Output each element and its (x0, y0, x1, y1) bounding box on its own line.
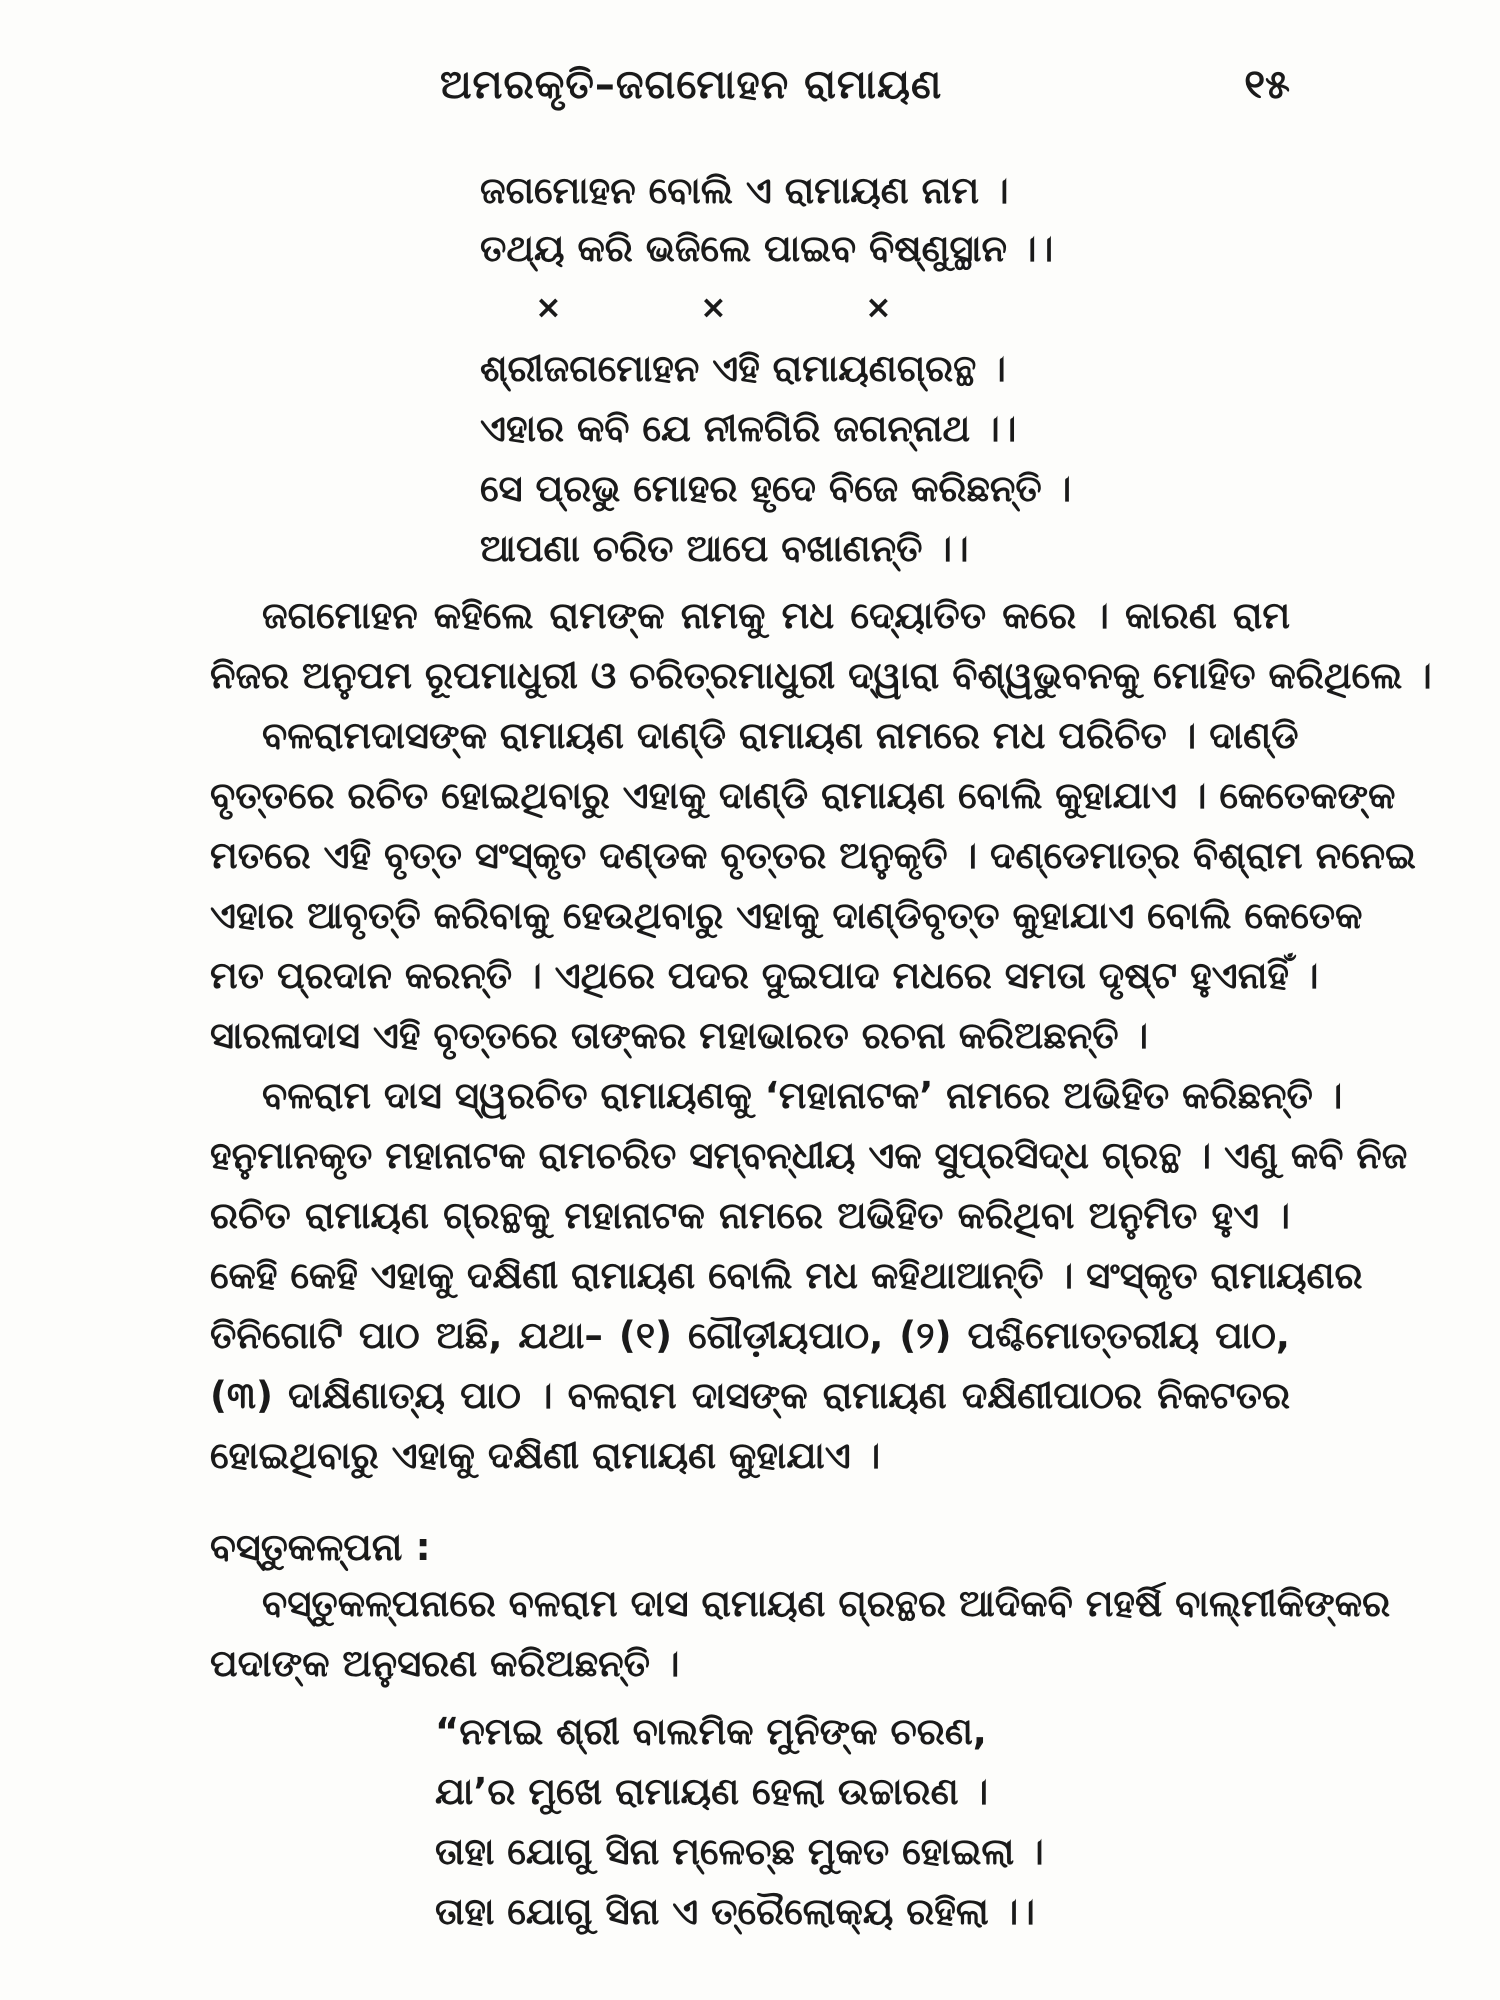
separator-mark: × (535, 288, 562, 326)
page-header (210, 62, 1290, 122)
paragraph-line: ବସ୍ତୁକଳ୍ପନାରେ ବଳରାମ ଦାସ ରାମାୟଣ ଗ୍ରନ୍ଥର ଆଦିକବି ମହର୍ଷି ବାଲ୍ମୀକିଙ୍କର (262, 1582, 1391, 1625)
paragraph-line: ବଳରାମ ଦାସ ସ୍ୱରଚିତ ରାମାୟଣକୁ ‘ମହାନାଟକ’ ନାମରେ ଅଭିହିତ କରିଛନ୍ତି । (262, 1074, 1343, 1117)
paragraph-line: ପଦାଙ୍କ ଅନୁସରଣ କରିଅଛନ୍ତି । (210, 1642, 680, 1685)
paragraph-line: (୩) ଦାକ୍ଷିଣାତ୍ୟ ପାଠ । ବଳରାମ ଦାସଙ୍କ ରାମାୟଣ ଦକ୍ଷିଣୀପାଠର ନିକଟତର (210, 1374, 1290, 1417)
verse-line: ଆପଣା ଚରିତ ଆପେ ବଖାଣନ୍ତି ।। (480, 527, 969, 570)
paragraph-line: ଜଗମୋହନ କହିଲେ ରାମଙ୍କ ନାମକୁ ମଧ ଦ୍ୟୋତିତ କରେ । କାରଣ ରାମ (262, 594, 1290, 637)
verse-line: ସେ ପ୍ରଭୁ ମୋହର ହୃଦେ ବିଜେ କରିଛନ୍ତି । (480, 467, 1072, 510)
verse-line: ଏହାର କବି ଯେ ନୀଳଗିରି ଜଗନ୍ନାଥ ।। (480, 407, 1017, 450)
verse-line: ତାହା ଯୋଗୁ ସିନା ମ୍ଳେଚ୍ଛ ମୁକତ ହୋଇଲା । (435, 1830, 1044, 1873)
paragraph-line: ହନୁମାନକୃତ ମହାନାଟକ ରାମଚରିତ ସମ୍ବନ୍ଧୀୟ ଏକ ସୁପ୍ରସିଦ୍ଧ ଗ୍ରନ୍ଥ । ଏଣୁ କବି ନିଜ (210, 1134, 1408, 1177)
section-heading: ବସ୍ତୁକଳ୍ପନା : (210, 1525, 431, 1569)
paragraph-line: କେହି କେହି ଏହାକୁ ଦକ୍ଷିଣୀ ରାମାୟଣ ବୋଲି ମଧ କହିଥାଆନ୍ତି । ସଂସ୍କୃତ ରାମାୟଣର (210, 1254, 1363, 1297)
paragraph-line: ନିଜର ଅନୁପମ ରୂପମାଧୁରୀ ଓ ଚରିତ୍ରମାଧୁରୀ ଦ୍ୱାରା ବିଶ୍ୱଭୁବନକୁ ମୋହିତ କରିଥିଲେ । (210, 654, 1432, 697)
paragraph-line: ମତରେ ଏହି ବୃତ୍ତ ସଂସ୍କୃତ ଦଣ୍ଡକ ବୃତ୍ତର ଅନୁକୃତି । ଦଣ୍ଡେମାତ୍ର ବିଶ୍ରାମ ନନେଇ (210, 834, 1416, 877)
paragraph-line: ମତ ପ୍ରଦାନ କରନ୍ତି । ଏଥିରେ ପଦର ଦୁଇପାଦ ମଧରେ ସମତା ଦୃଷ୍ଟ ହୁଏନାହିଁ । (210, 954, 1319, 997)
verse-line: “ନମଇ ଶ୍ରୀ ବାଲମିକ ମୁନିଙ୍କ ଚରଣ, (435, 1710, 987, 1753)
paragraph-line: ଏହାର ଆବୃତ୍ତି କରିବାକୁ ହେଉଥିବାରୁ ଏହାକୁ ଦାଣ୍ଡିବୃତ୍ତ କୁହାଯାଏ ବୋଲି କେତେକ (210, 894, 1363, 937)
verse-line: ତଥ୍ୟ କରି ଭଜିଲେ ପାଇବ ବିଷ୍ଣୁସ୍ଥାନ ।। (480, 227, 1054, 270)
paragraph-line: ସାରଳାଦାସ ଏହି ବୃତ୍ତରେ ତାଙ୍କର ମହାଭାରତ ରଚନା କରିଅଛନ୍ତି । (210, 1014, 1149, 1057)
paragraph-line: ରଚିତ ରାମାୟଣ ଗ୍ରନ୍ଥକୁ ମହାନାଟକ ନାମରେ ଅଭିହିତ କରିଥିବା ଅନୁମିତ ହୁଏ । (210, 1194, 1290, 1237)
paragraph-line: ବୃତ୍ତରେ ରଚିତ ହୋଇଥିବାରୁ ଏହାକୁ ଦାଣ୍ଡି ରାମାୟଣ ବୋଲି କୁହାଯାଏ । କେତେକଙ୍କ (210, 774, 1396, 817)
separator-mark: × (700, 288, 727, 326)
verse-line: ତାହା ଯୋଗୁ ସିନା ଏ ତ୍ରୈଲୋକ୍ୟ ରହିଲା ।। (435, 1890, 1035, 1933)
section-separator (535, 288, 1030, 326)
verse-line: ଶ୍ରୀଜଗମୋହନ ଏହି ରାମାୟଣଗ୍ରନ୍ଥ । (480, 347, 1006, 390)
verse-line: ଯା’ର ମୁଖେ ରାମାୟଣ ହେଲା ଉଚ୍ଚାରଣ । (435, 1770, 989, 1813)
running-title: ଅମରକୃତି–ଜଗମୋହନ ରାମାୟଣ (440, 62, 943, 108)
paragraph-line: ବଳରାମଦାସଙ୍କ ରାମାୟଣ ଦାଣ୍ଡି ରାମାୟଣ ନାମରେ ମଧ ପରିଚିତ । ଦାଣ୍ଡି (262, 714, 1299, 757)
paragraph-line: ତିନିଗୋଟି ପାଠ ଅଛି, ଯଥା– (୧) ଗୌଡ଼ୀୟପାଠ, (୨) ପଶ୍ଚିମୋତ୍ତରୀୟ ପାଠ, (210, 1314, 1290, 1357)
separator-mark: × (865, 288, 892, 326)
paragraph-line: ହୋଇଥିବାରୁ ଏହାକୁ ଦକ୍ଷିଣୀ ରାମାୟଣ କୁହାଯାଏ । (210, 1434, 881, 1477)
verse-line: ଜଗମୋହନ ବୋଲି ଏ ରାମାୟଣ ନାମ । (480, 169, 1009, 212)
page-number: ୧୫ (1244, 62, 1290, 108)
